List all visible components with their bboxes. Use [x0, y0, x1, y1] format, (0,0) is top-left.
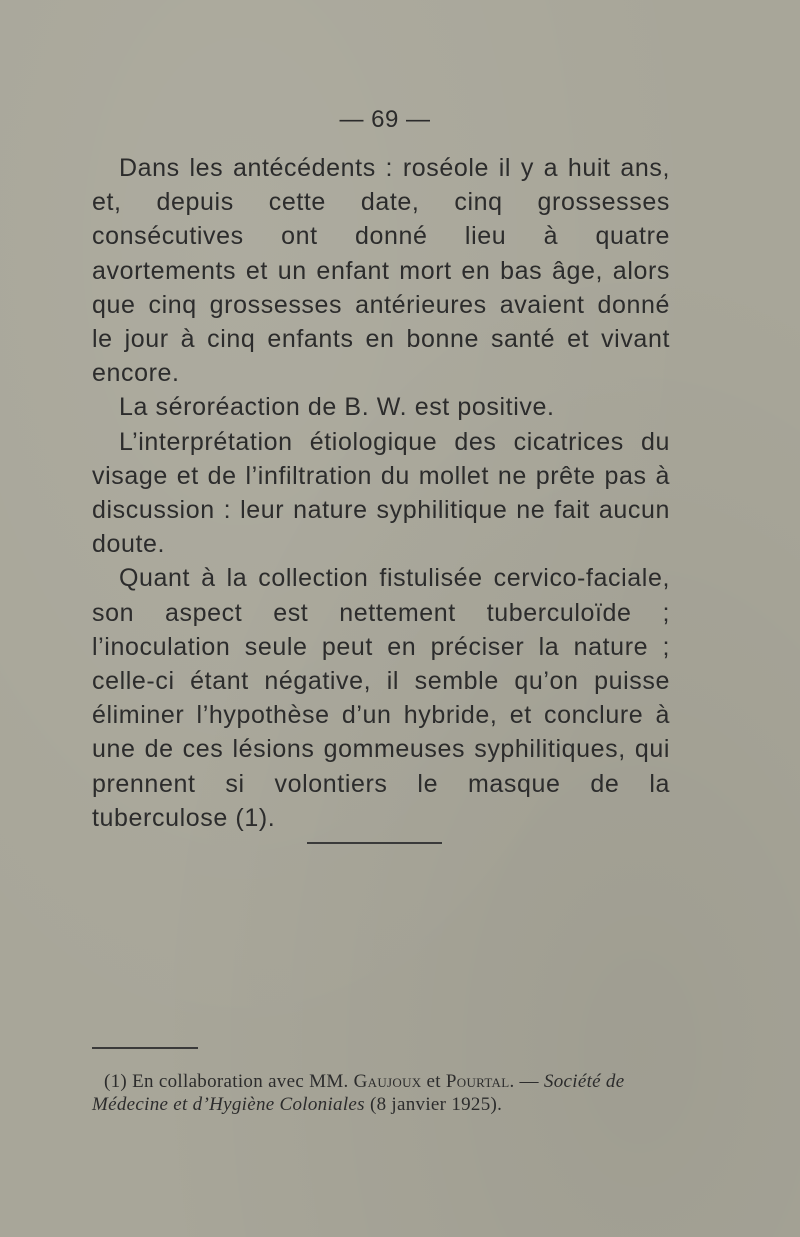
footnote-separator: [92, 1047, 198, 1049]
footnote-marker: (1): [104, 1071, 128, 1092]
footnote-journal: Société de Médecine et d’Hygiène Coloniales: [92, 1071, 625, 1115]
footnote-text-before: En collaboration avec MM.: [132, 1071, 349, 1092]
paragraph-interpretation: L’interprétation étiologique des cicatrices du visage et de l’infiltration du mollet ne prête pas à discussion : leur nature syphilitique ne fait aucun doute.: [92, 427, 670, 559]
paragraph-collection: Quant à la collection fistulisée cervico-faciale, son aspect est nettement tuberculoïde ; l’inoculation seule peut en préciser la nature ; celle-ci étant négative, il semble qu’on puisse éliminer l’hypothèse d’un hybride, et conclure à une de ces lésions gommeuses syphilitiques, qui prennent si volontiers le masque de la tuberculose (1).: [92, 564, 670, 832]
section-divider: [307, 842, 442, 844]
footnote-name-1: Gaujoux: [353, 1071, 422, 1092]
footnote: [92, 1070, 692, 1116]
paragraph-antecedents: Dans les antécédents : roséole il y a huit ans, et, depuis cette date, cinq grossesses consécutives ont donné lieu à quatre avortements et un enfant mort en bas âge, alors que cinq grossesses antérieures avaient donné le jour à cinq enfants en bonne santé et vivant encore.: [92, 154, 670, 388]
footnote-separator-text: . —: [509, 1071, 539, 1092]
page-number: — 69 —: [339, 106, 431, 133]
paragraph-seroreaction: La séroréaction de B. W. est positive.: [119, 393, 555, 422]
footnote-date: (8 janvier 1925).: [369, 1094, 503, 1115]
footnote-name-2: Pourtal: [445, 1071, 510, 1092]
footnote-connector: et: [426, 1071, 441, 1092]
main-text: [92, 151, 670, 835]
